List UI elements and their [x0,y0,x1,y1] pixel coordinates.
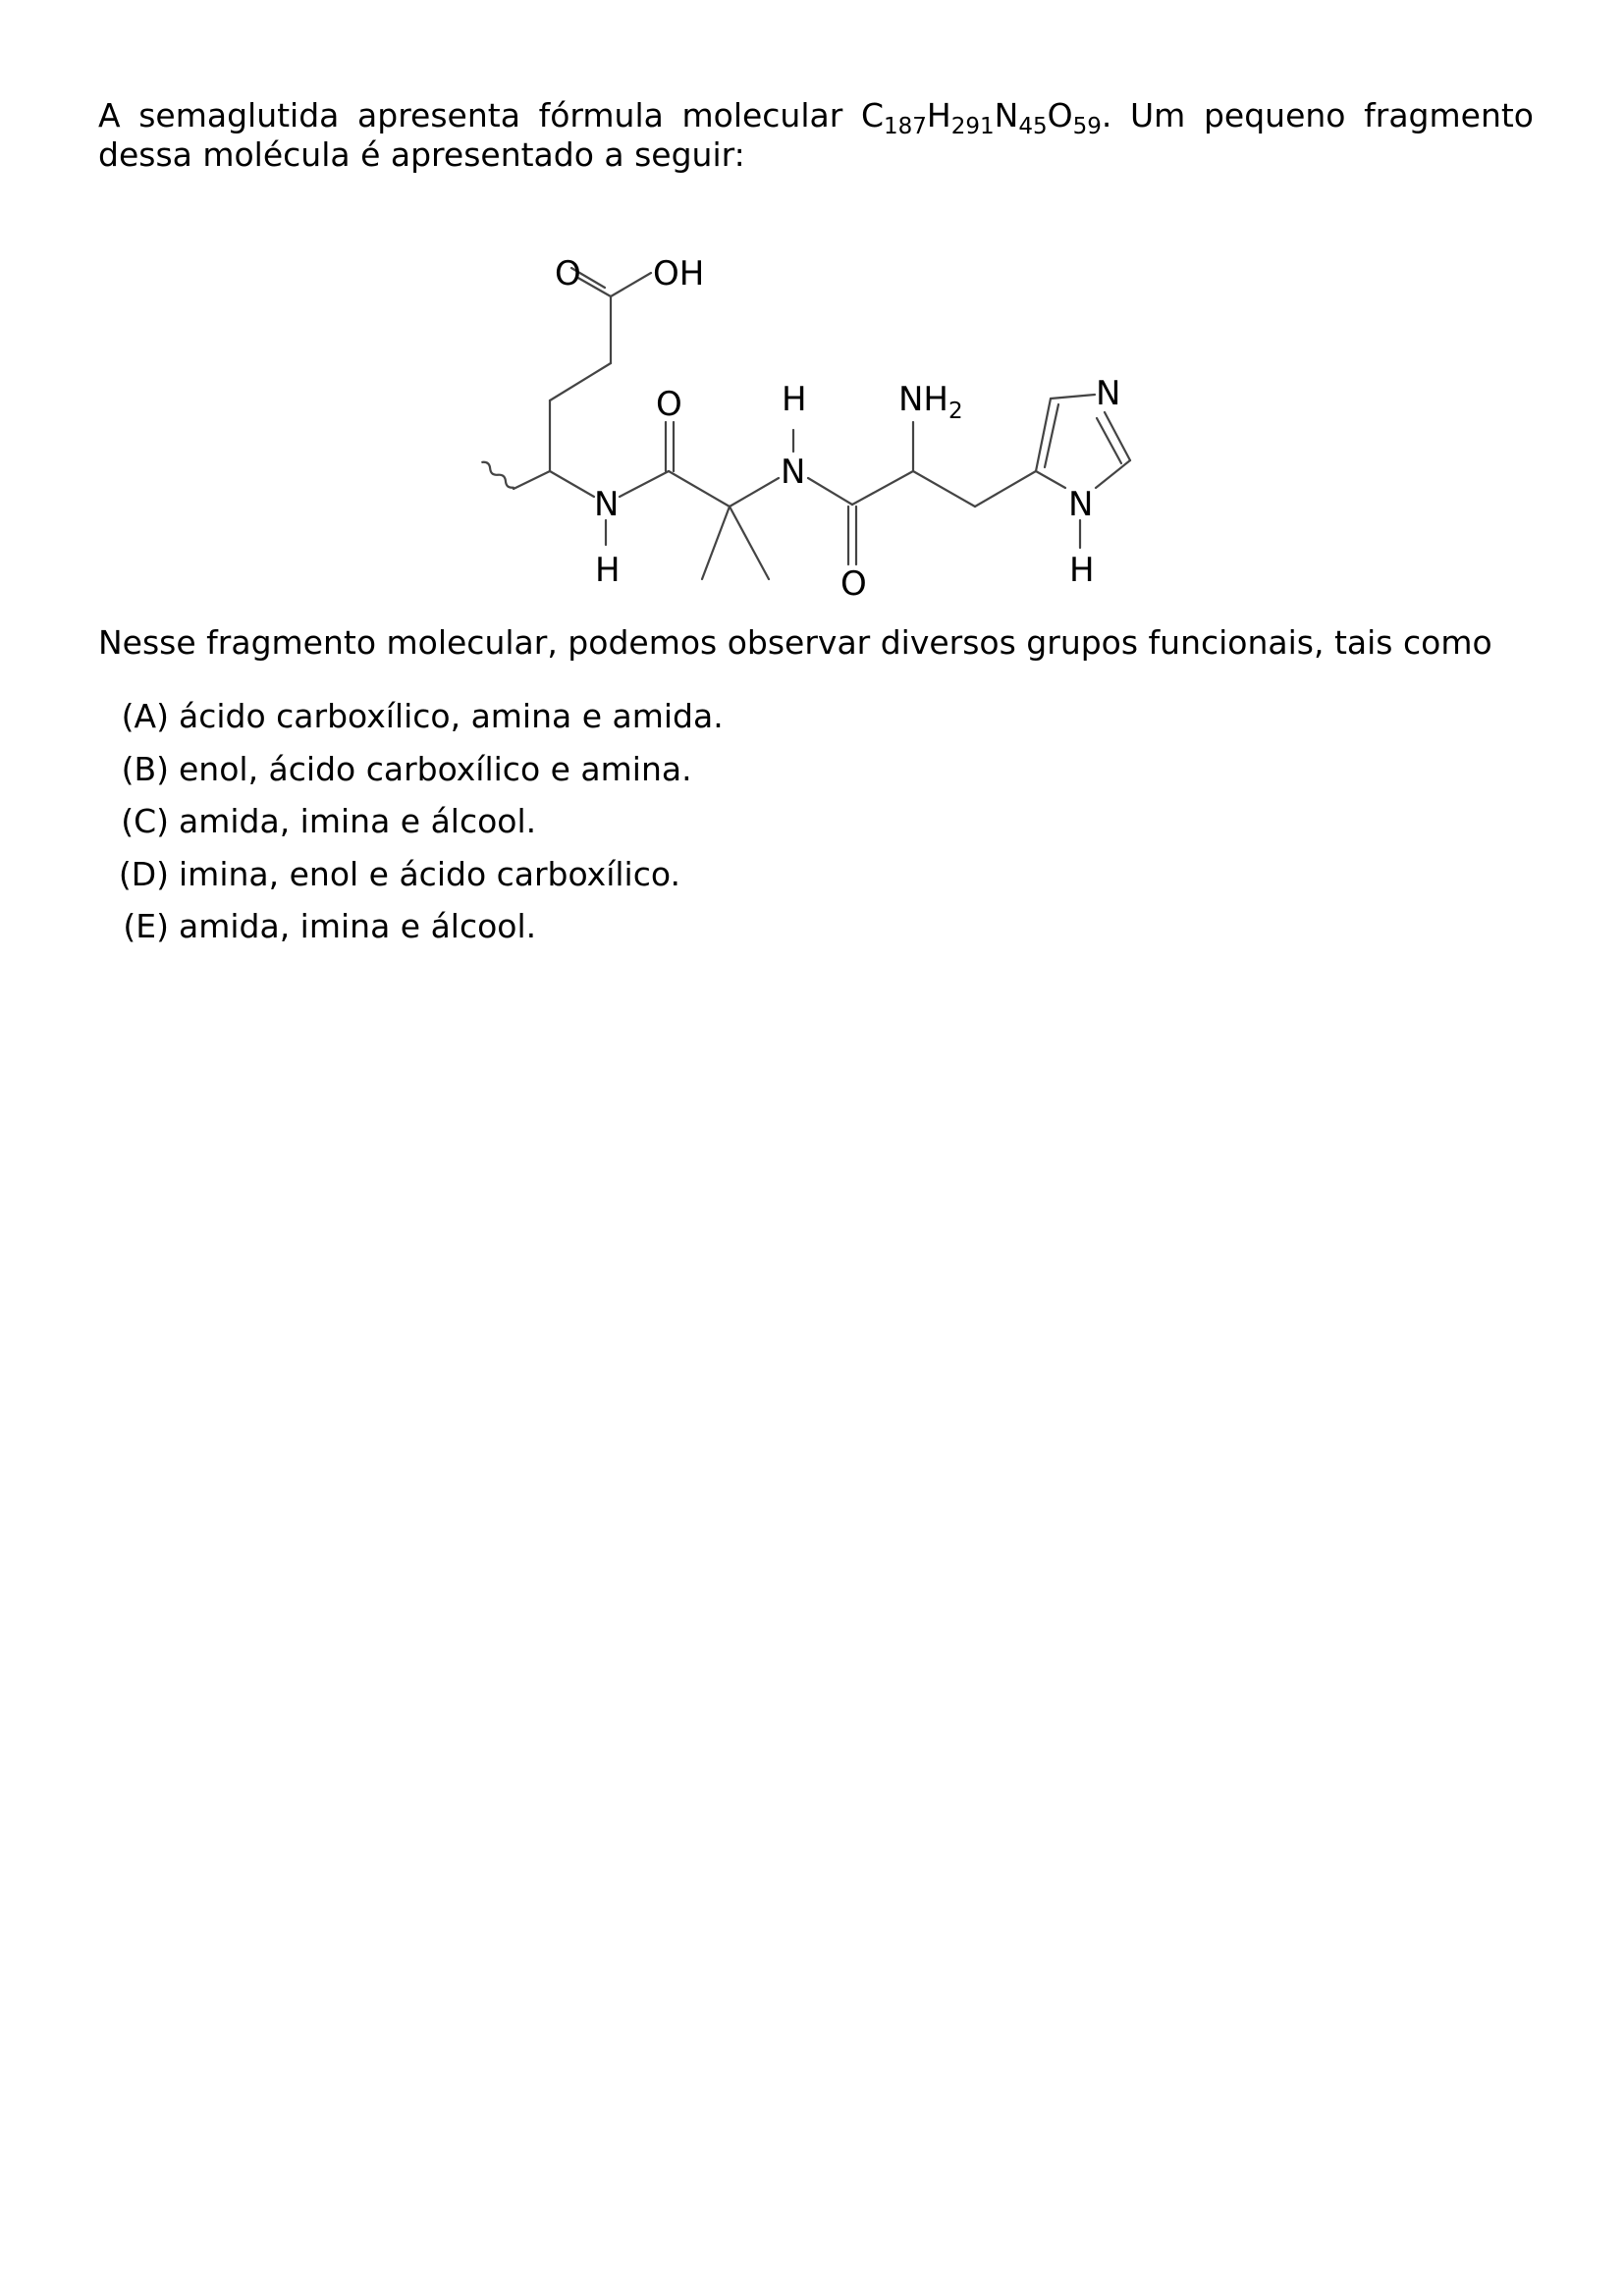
atom-o-amide2: O [840,564,867,604]
atom-n-ring-bottom: N [1068,485,1094,524]
option-letter: (C) [121,802,169,840]
bond-cq-me2 [730,507,769,579]
formula-h: H [926,96,951,134]
bond-ca-n [550,471,594,497]
molecular-formula [860,96,1102,139]
bond-cq-me1 [702,507,730,579]
option-text: enol, ácido carboxílico e amina. [179,749,692,788]
atom-h-left: H [595,551,621,590]
atom-o-acid: O [555,254,581,294]
formula-n: N [994,96,1019,134]
intro-suffix: . Um pequeno fragmento dessa molécula é apresentado a seguir: [98,96,1534,174]
bond-cb2-c4 [975,471,1036,507]
atom-nh2-main: NH [898,380,948,419]
intro-paragraph [98,96,1534,175]
bond-n2-c2 [808,478,852,505]
bond-c2r-n1 [1096,460,1130,488]
question-stem: Nesse fragmento molecular, podemos observar diversos grupos funcionais, tais como [98,623,1492,662]
option-text: amida, imina e álcool. [179,802,537,840]
atom-h-top: H [782,380,807,419]
atom-n-middle: N [781,453,806,492]
formula-o-count: 59 [1072,114,1102,139]
atom-labels [555,254,1120,604]
molecule-diagram [466,236,1173,604]
atom-n-left: N [594,485,620,524]
option-letter: (D) [118,854,169,893]
answer-options [98,697,724,960]
formula-h-count: 291 [950,114,995,139]
bond-ca-wavy [514,471,550,489]
option-text: amida, imina e álcool. [179,907,537,945]
option-a[interactable] [98,697,724,750]
option-text: imina, enol e ácido carboxílico. [179,854,680,893]
atom-nh2 [898,380,963,424]
bond-ca2-cb2 [913,471,975,507]
option-letter: (B) [121,749,169,788]
option-d[interactable] [98,855,724,908]
formula-n-count: 45 [1018,114,1048,139]
bond-n3-c2r-double [1097,418,1121,463]
bond-n-c1 [620,471,669,497]
wavy-attachment-bond [478,460,518,489]
formula-c: C [860,96,884,134]
formula-o: O [1047,96,1073,134]
atom-nh2-subscript: 2 [948,399,963,424]
bond-cb-cg [550,363,611,400]
bond-n1-c4 [1036,471,1065,488]
bonds [478,268,1130,579]
bond-c2-ca2 [852,471,913,505]
atom-oh: OH [653,254,705,294]
molecular-structure-figure [466,236,1173,604]
atom-n-ring-top: N [1096,374,1121,413]
option-c[interactable] [98,802,724,855]
option-text: ácido carboxílico, amina e amida. [179,697,724,735]
option-letter: (E) [123,907,169,945]
atom-o-amide1: O [656,385,682,424]
intro-prefix: A semaglutida apresenta fórmula molecular [98,96,861,134]
option-letter: (A) [121,697,169,735]
bond-c1-cq [669,471,730,507]
bond-cq-n2 [730,478,779,507]
bond-c4-c5 [1036,399,1051,471]
option-e[interactable] [98,907,724,960]
option-b[interactable] [98,750,724,803]
bond-n3-c2r [1105,412,1130,460]
formula-c-count: 187 [884,114,927,139]
bond-c-oh [611,273,651,296]
bond-c5-n3 [1051,395,1095,399]
atom-h-ring: H [1069,551,1095,590]
